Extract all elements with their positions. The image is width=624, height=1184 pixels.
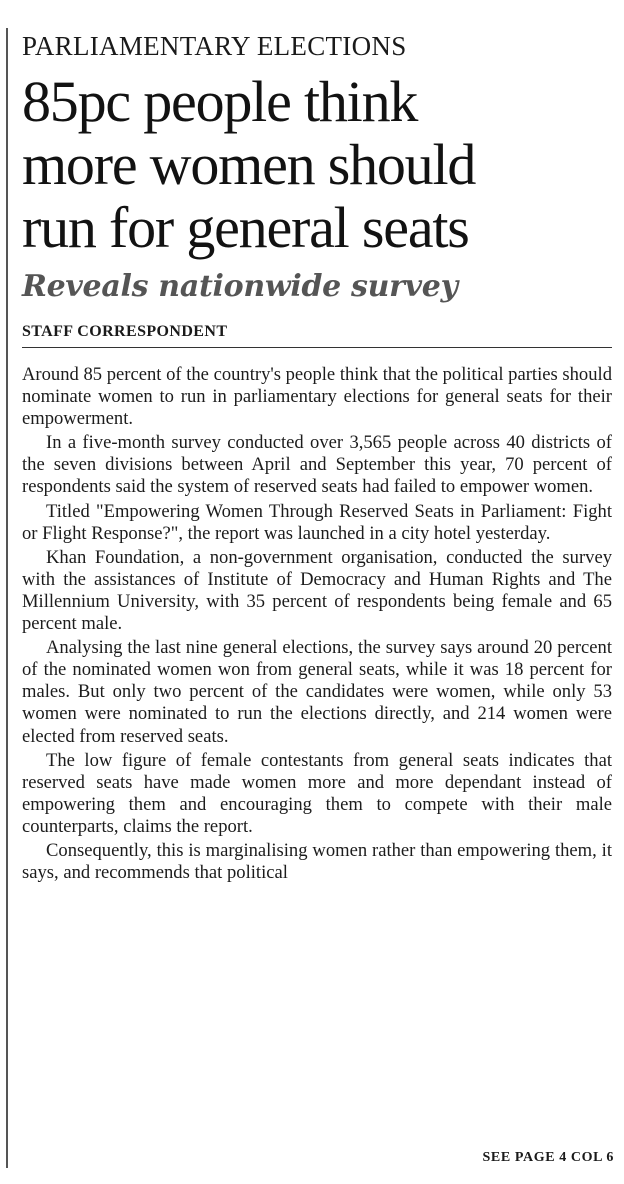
byline: STAFF CORRESPONDENT <box>22 321 612 348</box>
article-body <box>22 364 612 884</box>
headline-line: more women should <box>22 132 476 197</box>
body-paragraph: In a five-month survey conducted over 3,565 people across 40 districts of the seven divisions between April and September this year, 70 percent of respondents said the system of reserved seats had failed to empower women. <box>22 432 612 498</box>
body-paragraph: Analysing the last nine general elections, the survey says around 20 percent of the nominated women won from general seats, while it was 18 percent for males. But only two percent of the candidates were women, while only 53 women were nominated to run the elections directly, and 214 women were elected from reserved seats. <box>22 637 612 747</box>
kicker: PARLIAMENTARY ELECTIONS <box>22 31 407 61</box>
headline <box>22 70 612 259</box>
jump-line: SEE PAGE 4 COL 6 <box>482 1150 614 1165</box>
deck-subheadline: Reveals nationwide survey <box>22 269 458 304</box>
body-paragraph: Consequently, this is marginalising women rather than empowering them, it says, and recommends that political <box>22 839 612 884</box>
body-paragraph: Khan Foundation, a non-government organisation, conducted the survey with the assistances of Institute of Democracy and Human Rights and The Millennium University, with 35 percent of respondents being female and 65 percent male. <box>22 546 612 635</box>
headline-line: run for general seats <box>22 195 469 260</box>
headline-line: 85pc people think <box>22 69 418 134</box>
column-rule <box>6 28 8 1168</box>
body-paragraph: Around 85 percent of the country's people think that the political parties should nominate women to run in parliamentary elections for general seats for their empowerment. <box>22 364 612 430</box>
body-paragraph: The low figure of female contestants from general seats indicates that reserved seats have made women more and more dependant instead of empowering them and encouraging them to compete with their male counterparts, claims the report. <box>22 749 612 837</box>
body-paragraph: Titled "Empowering Women Through Reserved Seats in Parliament: Fight or Flight Response?", the report was launched in a city hotel yesterday. <box>22 500 612 544</box>
article <box>22 28 612 886</box>
